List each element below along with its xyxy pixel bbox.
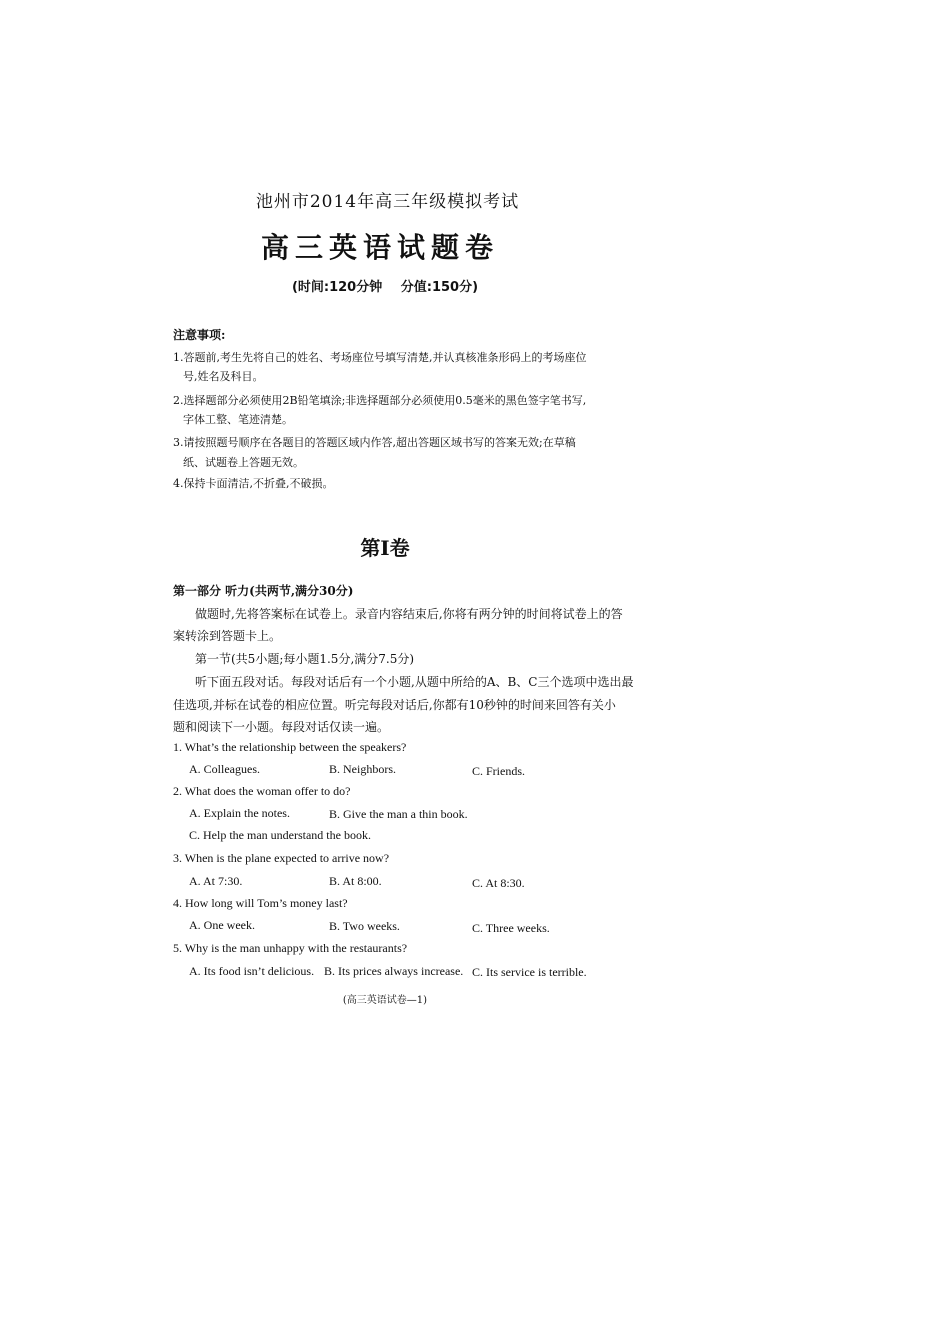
option-c: C. At 8:30. — [472, 876, 525, 890]
notice-line: 4.保持卡面清洁,不折叠,不破损。 — [173, 477, 334, 490]
instruction-line: 听下面五段对话。每段对话后有一个小题,从题中所给的A、B、C三个选项中选出最 — [195, 675, 634, 689]
notice-line: 字体工整、笔迹清楚。 — [183, 413, 293, 426]
notice-line: 1.答题前,考生先将自己的姓名、考场座位号填写清楚,并认真核准条形码上的考场座位 — [173, 351, 587, 364]
option-c: C. Its service is terrible. — [472, 965, 587, 979]
page-footer: (高三英语试卷—1) — [342, 995, 428, 1006]
notice-line: 3.请按照题号顺序在各题目的答题区域内作答,超出答题区域书写的答案无效;在草稿 — [173, 436, 576, 449]
instruction-line: 佳选项,并标在试卷的相应位置。听完每段对话后,你都有10秒钟的时间来回答有关小 — [173, 698, 616, 712]
option-b: B. Its prices always increase. — [324, 964, 464, 978]
question-stem: 1. What’s the relationship between the speakers? — [173, 740, 407, 754]
part1-heading: 第一部分 听力(共两节,满分30分) — [173, 584, 354, 598]
question-stem: 2. What does the woman offer to do? — [173, 784, 351, 798]
volume-title: 第I卷 — [360, 536, 410, 560]
option-c: C. Friends. — [472, 764, 526, 778]
option-a: A. Its food isn’t delicious. — [189, 964, 315, 978]
instruction-line: 做题时,先将答案标在试卷上。录音内容结束后,你将有两分钟的时间将试卷上的答 — [195, 607, 623, 621]
instruction-line: 题和阅读下一小题。每段对话仅读一遍。 — [173, 720, 390, 734]
notice-line: 2.选择题部分必须使用2B铅笔填涂;非选择题部分必须使用0.5毫米的黑色签字笔书写, — [173, 394, 587, 407]
option-b: B. Give the man a thin book. — [329, 807, 468, 821]
option-a: A. Colleagues. — [189, 762, 260, 776]
option-c: C. Three weeks. — [472, 921, 550, 935]
option-b: B. At 8:00. — [329, 874, 382, 888]
exam-meta: (时间:120分钟 分值:150分) — [291, 280, 479, 295]
section-subheading: 第一节(共5小题;每小题1.5分,满分7.5分) — [195, 652, 415, 666]
option-a: A. At 7:30. — [189, 874, 243, 888]
exam-subtitle: 池州市2014年高三年级模拟考试 — [255, 192, 520, 212]
option-b: B. Two weeks. — [329, 919, 400, 933]
instruction-line: 案转涂到答题卡上。 — [173, 629, 282, 643]
option-b: B. Neighbors. — [329, 762, 396, 776]
exam-title: 高三英语试题卷 — [260, 231, 499, 264]
option-a: A. Explain the notes. — [189, 806, 290, 820]
question-stem: 3. When is the plane expected to arrive now? — [173, 851, 390, 865]
notice-heading: 注意事项: — [173, 328, 226, 342]
notice-line: 纸、试题卷上答题无效。 — [183, 456, 304, 469]
option-a: A. One week. — [189, 918, 255, 932]
option-c: C. Help the man understand the book. — [189, 828, 371, 842]
question-stem: 4. How long will Tom’s money last? — [173, 896, 348, 910]
question-stem: 5. Why is the man unhappy with the restaurants? — [173, 941, 408, 955]
notice-line: 号,姓名及科目。 — [183, 370, 264, 383]
